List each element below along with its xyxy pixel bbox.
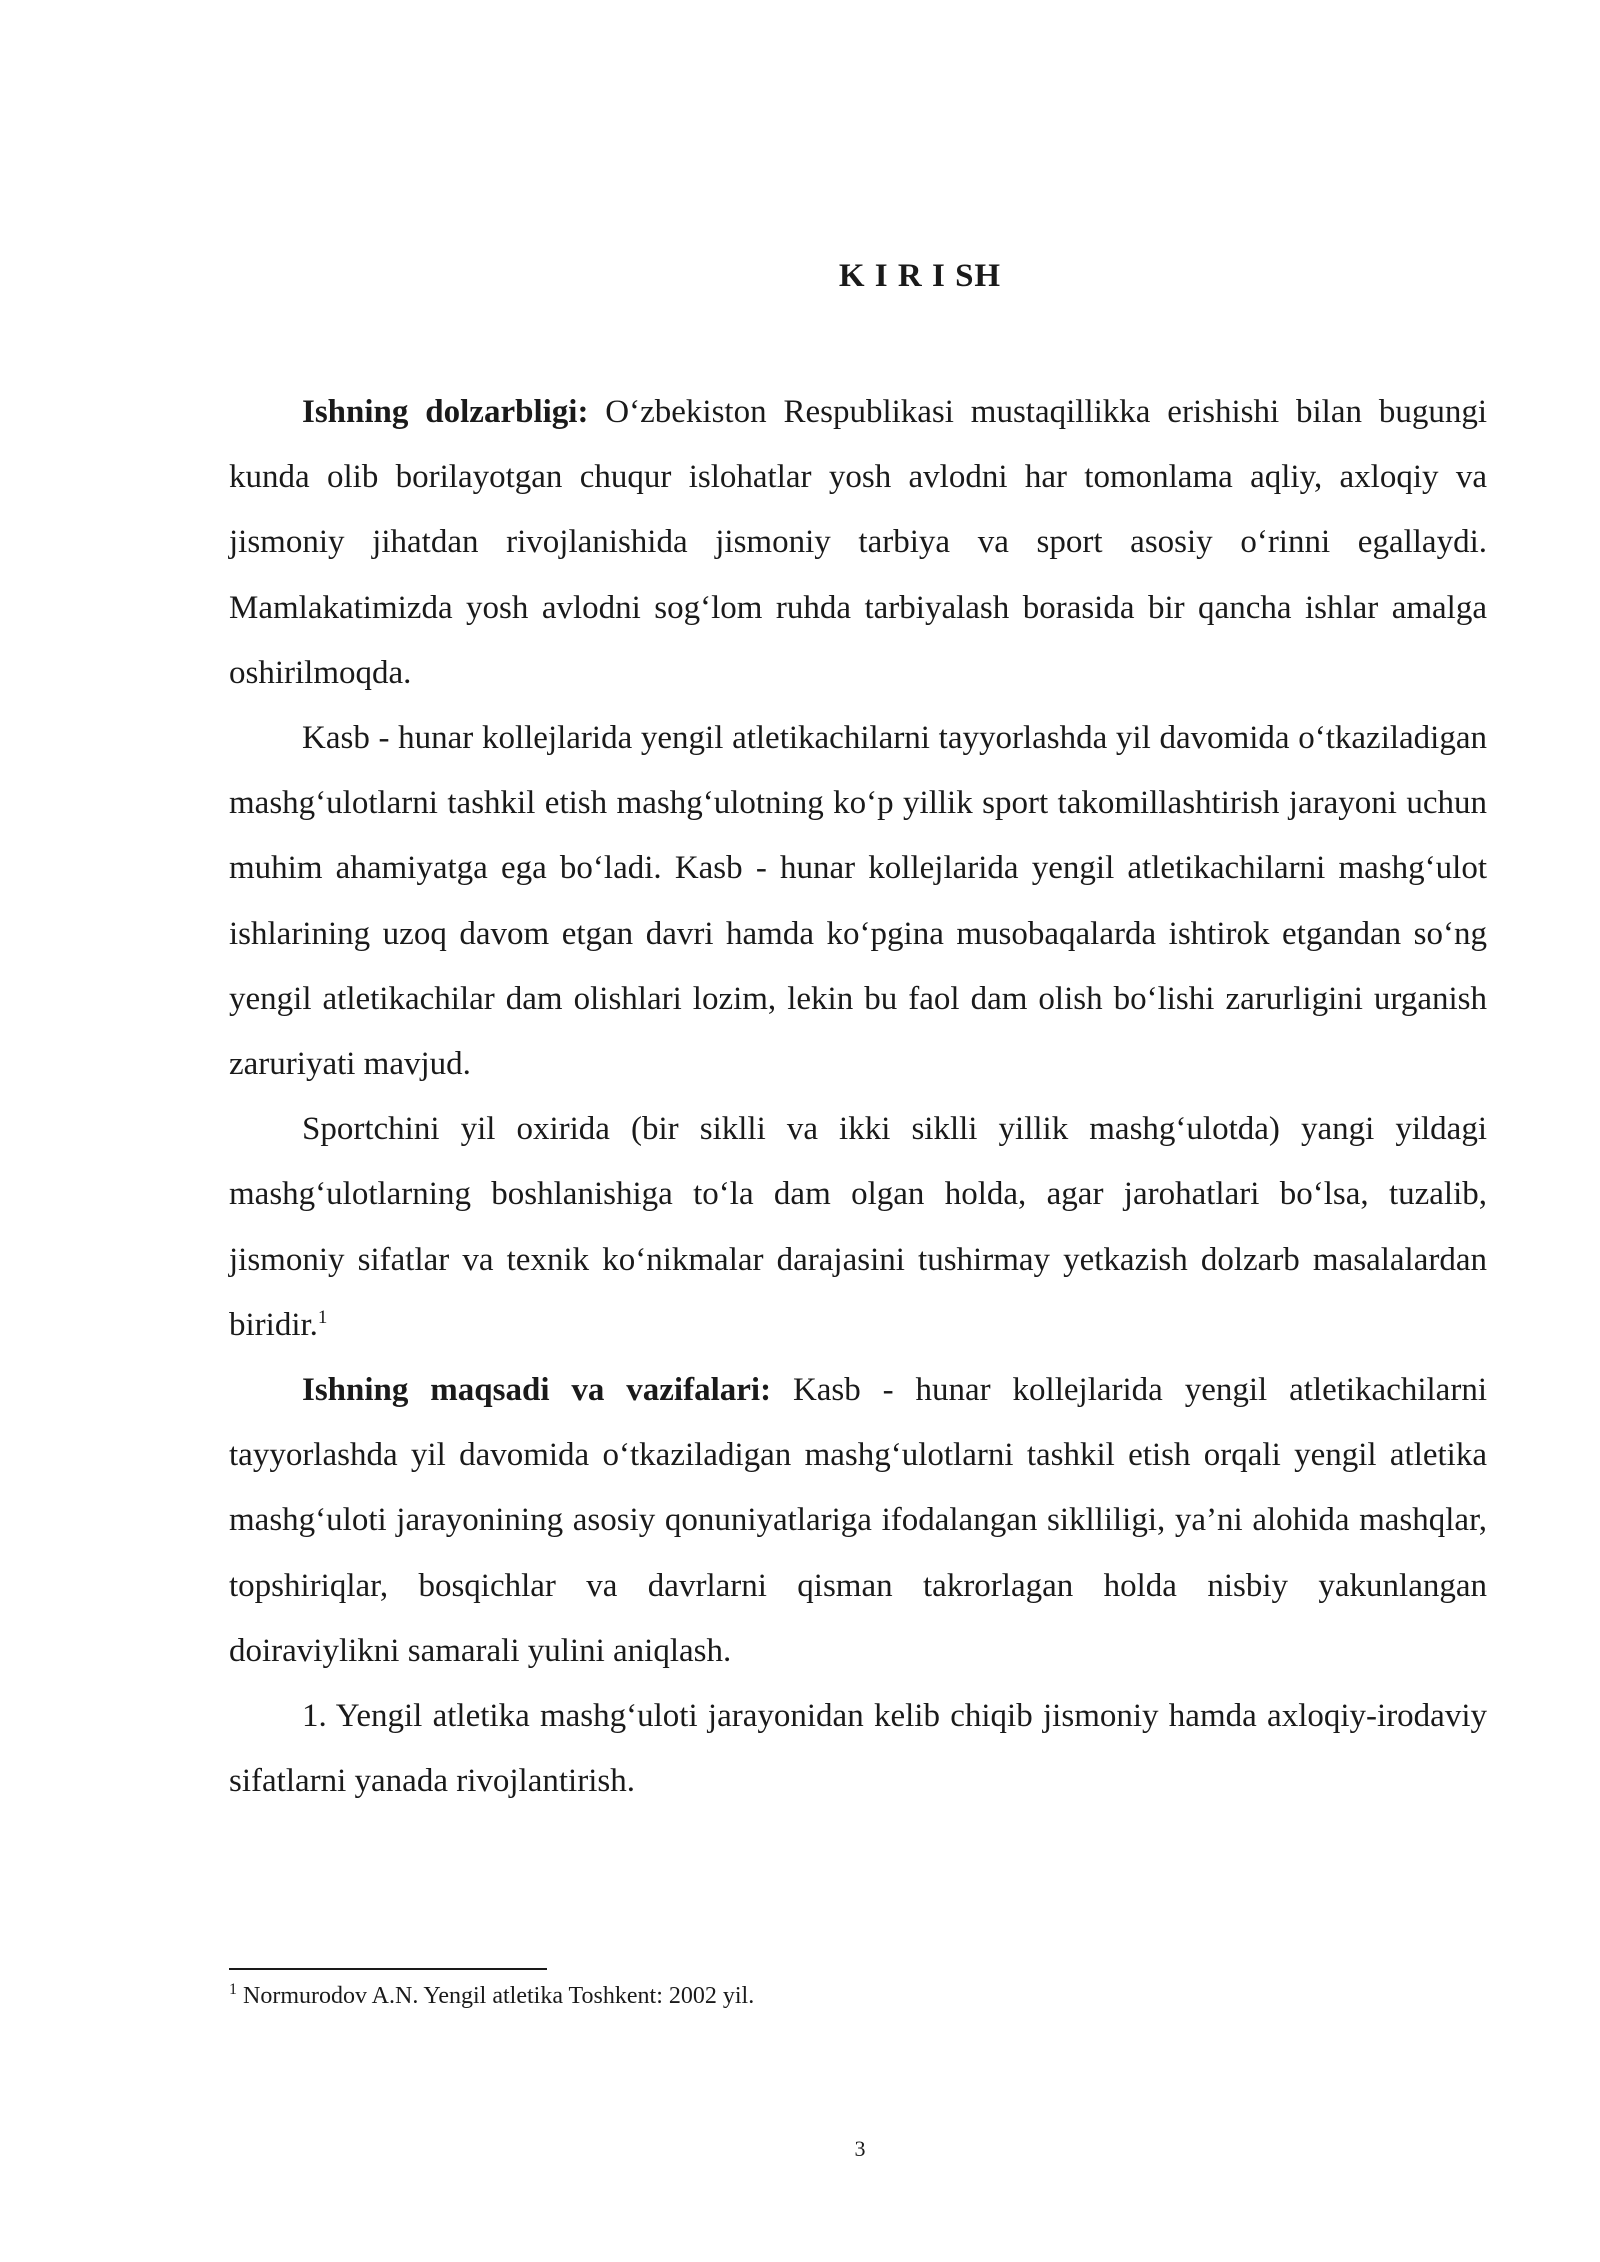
paragraph-text: O‘zbekiston Respublikasi mustaqillikka erishishi bilan bugungi kunda olib borilayotgan chuqur islohatlar yosh avlodni har tomonlama aqliy, axloqiy va jismoniy jihatdan rivojlanishida jismoniy tarbiya va sport asosiy o‘rinni egallaydi. Mamlakatimizda yosh avlodni sog‘lom ruhda tarbiyalash borasida bir qancha ishlar amalga oshirilmoqda. [229, 394, 1487, 691]
paragraph-text: Kasb - hunar kollejlarida yengil atletikachilarni tayyorlashda yil davomida o‘tkaziladigan mashg‘ulotlarni tashkil etish mashg‘ulotning ko‘p yillik sport takomillashtirish jarayoni uchun muhim ahamiyatga ega bo‘ladi. Kasb - hunar kollejlarida yengil atletikachilarni mashg‘ulot ishlarining uzoq davom etgan davri hamda ko‘pgina musobaqalarda ishtirok etgandan so‘ng yengil atletikachilar dam olishlari lozim, lekin bu faol dam olish bo‘lishi zarurligini urganish zaruriyati mavjud. [229, 720, 1487, 1083]
page-title: K I R I SH [838, 258, 1002, 294]
page-number: 3 [854, 2136, 866, 2161]
paragraph-athlete-rest [229, 1097, 1487, 1358]
footnote-marker: 1 [229, 1981, 237, 1998]
paragraph-text: 1. Yengil atletika mashg‘uloti jarayonidan kelib chiqib jismoniy hamda axloqiy-irodaviy sifatlarni yanada rivojlantirish. [229, 1698, 1487, 1800]
paragraph-task-1 [229, 1684, 1487, 1814]
paragraph-lead: Ishning dolzarbligi: [302, 394, 589, 430]
paragraph-goals [229, 1358, 1487, 1684]
body-text [229, 380, 1487, 1814]
paragraph-colleges [229, 706, 1487, 1097]
footnote-divider [229, 1968, 547, 1970]
paragraph-text: Sportchini yil oxirida (bir siklli va ikki siklli yillik mashg‘ulotda) yangi yildagi mashg‘ulotlarning boshlanishiga to‘la dam olgan holda, agar jarohatlari bo‘lsa, tuzalib, jismoniy sifatlar va texnik ko‘nikmalar darajasini tushirmay yetkazish dolzarb masalalardan biridir. [229, 1111, 1487, 1343]
footnote-reference[interactable]: 1 [317, 1306, 328, 1328]
paragraph-lead: Ishning maqsadi va vazifalari: [302, 1372, 772, 1409]
footnote [229, 1980, 754, 2012]
paragraph-text: Kasb - hunar kollejlarida yengil atletikachilarni tayyorlashda yil davomida o‘tkaziladigan mashg‘ulotlarni tashkil etish orqali yengil atletika mashg‘uloti jarayonining asosiy qonuniyatlariga ifodalangan siklliligi, ya’ni alohida mashqlar, topshiriqlar, bosqichlar va davrlarni qisman takrorlagan holda nisbiy yakunlangan doiraviylikni samarali yulini aniqlash. [229, 1372, 1487, 1669]
paragraph-relevance [229, 380, 1487, 706]
footnote-text: Normurodov A.N. Yengil atletika Toshkent: 2002 yil. [237, 1983, 755, 2009]
